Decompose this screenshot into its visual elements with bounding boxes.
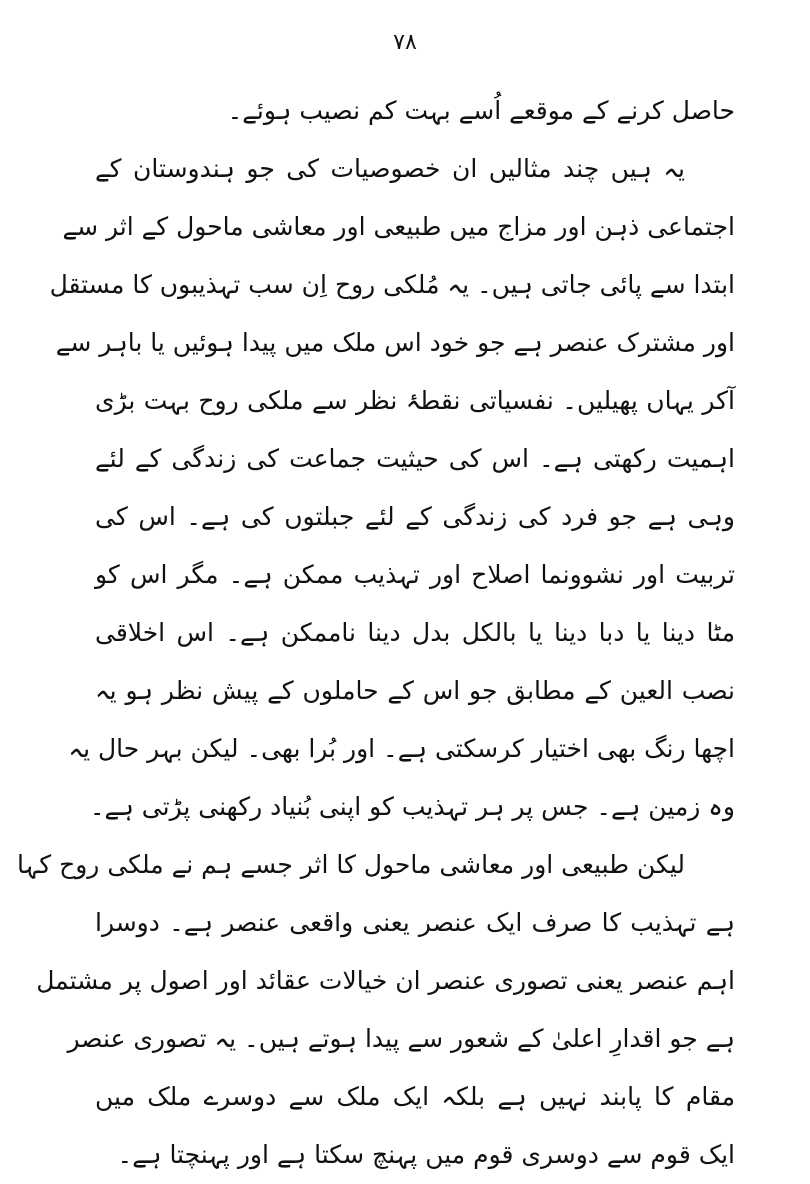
text-line: اچھا رنگ بھی اختیار کرسکتی ہے۔ اور بُرا بھی۔ لیکن بہر حال یہ	[68, 734, 735, 763]
body-text	[16, 82, 735, 1184]
text-line: مٹا دینا یا دبا دینا یا بالکل بدل دینا ناممکن ہے۔ اس اخلاقی	[95, 618, 735, 647]
text-line: وہی ہے جو فرد کی زندگی کے لئے جبلتوں کی ہے۔ اس کی	[95, 502, 735, 531]
text-line: نصب العین کے مطابق جو اس کے حاملوں کے پیش نظر ہو یہ	[95, 676, 735, 705]
text-line: یہ ہیں چند مثالیں ان خصوصیات کی جو ہندوستان کے	[95, 154, 685, 183]
text-line: اجتماعی ذہن اور مزاج میں طبیعی اور معاشی ماحول کے اثر سے	[62, 212, 735, 241]
text-line: وہ زمین ہے۔ جس پر ہر تہذیب کو اپنی بُنیاد رکھنی پڑتی ہے۔	[89, 792, 735, 821]
text-line: آکر یہاں پھیلیں۔ نفسیاتی نقطۂ نظر سے ملکی روح بہت بڑی	[95, 386, 735, 415]
text-line: تربیت اور نشوونما اصلاح اور تہذیب ممکن ہے۔ مگر اس کو	[95, 560, 735, 589]
text-line: حاصل کرنے کے موقعے اُسے بہت کم نصیب ہوئے۔	[227, 96, 735, 125]
text-line: اہمیت رکھتی ہے۔ اس کی حیثیت جماعت کی زندگی کے لئے	[95, 444, 735, 473]
text-line: ایک قوم سے دوسری قوم میں پہنچ سکتا ہے اور پہنچتا ہے۔	[117, 1140, 735, 1169]
text-line: مقام کا پابند نہیں ہے بلکہ ایک ملک سے دوسرے ملک میں	[95, 1082, 735, 1111]
text-line: لیکن طبیعی اور معاشی ماحول کا اثر جسے ہم نے ملکی روح کہا	[16, 850, 685, 879]
text-line: ہے تہذیب کا صرف ایک عنصر یعنی واقعی عنصر ہے۔ دوسرا	[95, 908, 735, 937]
text-line: ہے جو اقدارِ اعلیٰ کے شعور سے پیدا ہوتے ہیں۔ یہ تصوری عنصر	[67, 1024, 735, 1053]
text-line: اور مشترک عنصر ہے جو خود اس ملک میں پیدا ہوئیں یا باہر سے	[55, 328, 735, 357]
text-line: ابتدا سے پائی جاتی ہیں۔ یہ مُلکی روح اِن سب تہذیبوں کا مستقل	[49, 270, 735, 299]
text-line: اہم عنصر یعنی تصوری عنصر ان خیالات عقائد اور اصول پر مشتمل	[36, 966, 735, 995]
page-number: ۷۸	[393, 30, 417, 55]
